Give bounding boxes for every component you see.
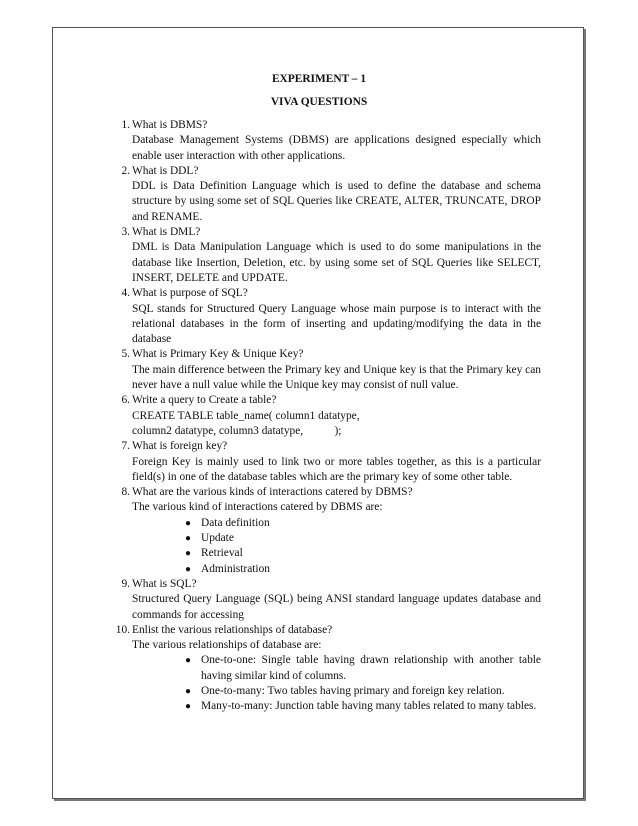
item-number: 2. [121, 164, 130, 177]
bullet-item [185, 531, 541, 546]
bullet-text: Update [201, 532, 234, 545]
list-item [113, 286, 541, 347]
bullet-item [185, 684, 541, 699]
answer-text: DDL is Data Definition Language which is used to define the database and schema structure by using some set of SQL Queries like CREATE, ALTER, TRUNCATE, DROP and RENAME. [132, 180, 541, 223]
bullet-icon: ● [185, 685, 192, 697]
code-line: column2 datatype, column3 datatype, ); [132, 424, 342, 437]
list-item [113, 577, 541, 623]
bullet-item [185, 516, 541, 531]
item-number: 4. [121, 287, 130, 300]
question-text: What is foreign key? [132, 440, 228, 453]
item-number: 10. [115, 623, 130, 636]
answer-text: Foreign Key is mainly used to link two or more tables together, as this is a particular field(s) in one of the database tables which are the primary key of some other table. [132, 455, 541, 483]
bullet-text: Many-to-many: Junction table having many tables related to many tables. [201, 700, 537, 713]
bullet-item [185, 546, 541, 561]
list-item [113, 347, 541, 393]
item-number: 9. [121, 577, 130, 590]
bullet-text: Data definition [201, 516, 270, 529]
question-text: What is DBMS? [132, 119, 208, 131]
bullet-item [185, 562, 541, 577]
bullet-icon: ● [185, 655, 192, 667]
bullet-text: Retrieval [201, 547, 243, 560]
bullet-item [185, 653, 541, 684]
item-number: 6. [121, 394, 130, 407]
bullet-text: One-to-one: Single table having drawn relationship with another table having similar kind of columns. [201, 654, 541, 682]
item-number: 5. [121, 348, 130, 361]
bullet-text: Administration [201, 562, 270, 575]
bullet-icon: ● [185, 701, 192, 713]
list-item [113, 623, 541, 715]
bullet-text: One-to-many: Two tables having primary and foreign key relation. [201, 684, 505, 697]
bullet-icon: ● [185, 548, 192, 560]
bullet-icon: ● [185, 533, 192, 545]
code-line: CREATE TABLE table_name( column1 datatype, [132, 409, 360, 422]
question-text: What is Primary Key & Unique Key? [132, 348, 304, 361]
answer-text: The various relationships of database are: [132, 639, 322, 652]
list-item [113, 164, 541, 225]
bullet-icon: ● [185, 563, 192, 575]
item-number: 1. [121, 119, 130, 131]
page-subtitle: VIVA QUESTIONS [270, 96, 368, 108]
question-text: What are the various kinds of interactions catered by DBMS? [132, 486, 413, 499]
answer-text: The main difference between the Primary key and Unique key is that the Primary key can never have a null value while the Unique key may consist of null value. [132, 363, 541, 392]
item-number: 3. [121, 226, 130, 239]
question-text: Enlist the various relationships of database? [132, 623, 333, 636]
question-text: What is DML? [132, 226, 201, 239]
question-text: Write a query to Create a table? [132, 394, 277, 407]
answer-text: Structured Query Language (SQL) being ANSI standard language updates database and commands for accessing [132, 593, 541, 621]
answer-text: Database Management Systems (DBMS) are applications designed especially which enable user interaction with other applications. [132, 134, 541, 162]
list-item [113, 439, 541, 485]
bullet-list [132, 653, 541, 714]
item-number: 8. [121, 486, 130, 499]
item-number: 7. [121, 440, 130, 453]
question-list [113, 118, 541, 715]
question-text: What is SQL? [132, 577, 197, 590]
answer-text: DML is Data Manipulation Language which is used to do some manipulations in the database like Insertion, Deletion, etc. by using some set of SQL Queries like SELECT, INSERT, DELETE and UPDATE. [132, 241, 541, 284]
list-item [113, 393, 541, 439]
list-item [113, 118, 541, 164]
list-item [113, 485, 541, 577]
question-text: What is purpose of SQL? [132, 287, 248, 300]
bullet-item [185, 699, 541, 714]
question-text: What is DDL? [132, 164, 199, 177]
page-title: EXPERIMENT – 1 [271, 73, 367, 85]
answer-text: The various kind of interactions catered by DBMS are: [132, 501, 383, 514]
bullet-icon: ● [185, 517, 192, 529]
list-item [113, 225, 541, 286]
bullet-list [132, 516, 541, 577]
answer-text: SQL stands for Structured Query Language whose main purpose is to interact with the relational databases in the form of inserting and updating/modifying the data in the database [132, 302, 541, 346]
